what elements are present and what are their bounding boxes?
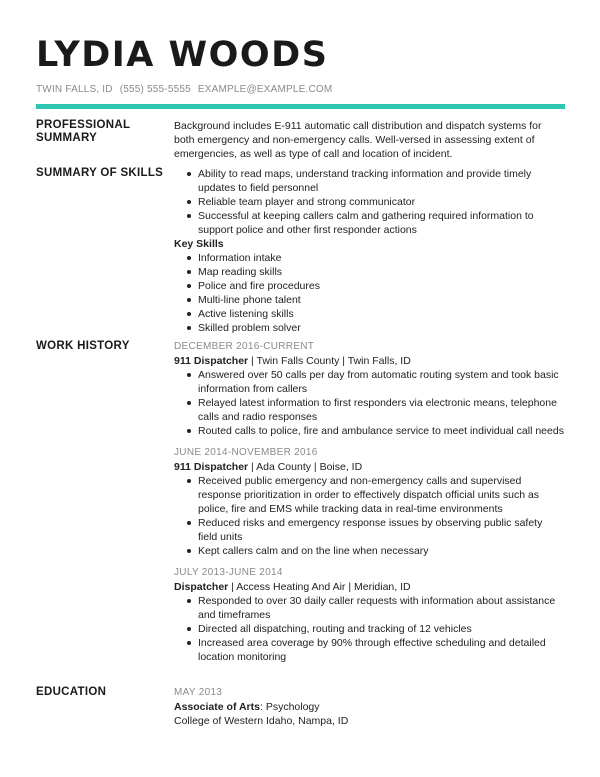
key-skill-item: Active listening skills [198,307,564,321]
job-duties [174,368,564,438]
key-skill-item: Map reading skills [198,265,564,279]
job-date: DECEMBER 2016-CURRENT [174,341,315,352]
job-employer: Access Heating And Air [236,581,346,593]
contact-phone: (555) 555-5555 [119,84,191,95]
job-location: Twin Falls, ID [347,355,411,367]
skill-bullet: Ability to read maps, understand tracking information and provide timely updates to field personnel [198,167,564,195]
job-entry [174,566,564,664]
job-duty: Received public emergency and non-emergency calls and supervised response prioritization in order to effectively dispatch official units such as police, fire and EMS while tracking data in real-time environments [198,474,564,516]
summary-text: Background includes E-911 automatic call distribution and dispatch systems for both emergency and non-emergency calls. Well-versed in assessing extent of emergencies, as well as type of call and location of incident. [174,120,542,160]
key-skill-item: Police and fire procedures [198,279,564,293]
job-duty: Increased area coverage by 90% through effective scheduling and detailed location monitoring [198,636,564,664]
job-duty: Directed all dispatching, routing and tracking of 12 vehicles [198,622,564,636]
education-degree: Associate of Arts [174,701,260,713]
education-field: Psychology [265,701,320,713]
job-entry [174,340,564,438]
job-duty: Routed calls to police, fire and ambulance service to meet individual call needs [198,425,564,437]
job-duty: Answered over 50 calls per day from automatic routing system and took basic information from callers [198,368,564,396]
education-date: MAY 2013 [174,687,223,698]
key-skill-item: Information intake [198,251,564,265]
job-duty: Relayed latest information to first responders via electronic means, telephone calls and radio responses [198,396,564,424]
job-duty: Reduced risks and emergency response issues by observing public safety field units [198,516,564,544]
education-body [174,686,564,728]
job-date: JUNE 2014-NOVEMBER 2016 [174,447,318,458]
education-degree-line: Associate of Arts: Psychology [174,701,320,713]
job-duties [174,474,564,558]
key-skill-item: Multi-line phone talent [198,293,564,307]
job-date: JULY 2013-JUNE 2014 [174,567,283,578]
section-title-education: EDUCATION [36,686,107,698]
job-duty: Kept callers calm and on the line when necessary [198,544,564,558]
job-title-line: Dispatcher | Access Heating And Air | Meridian, ID [174,581,411,593]
job-role: Dispatcher [174,581,229,593]
job-role: 911 Dispatcher [174,355,249,367]
section-title-summary: PROFESSIONAL SUMMARY [36,119,131,144]
skills-body [174,167,564,335]
job-location: Meridian, ID [353,581,411,593]
candidate-name: LYDIA WOODS [36,35,329,75]
skill-bullet: Reliable team player and strong communicator [198,195,564,209]
job-duty: Responded to over 30 daily caller requests with information about assistance and timeframes [198,594,564,622]
contact-email[interactable]: EXAMPLE@EXAMPLE.COM [197,84,333,95]
work-body [174,340,564,672]
accent-divider [36,104,565,109]
key-skill-item: Skilled problem solver [198,321,564,335]
section-title-work: WORK HISTORY [36,340,130,352]
skills-list [174,167,564,237]
job-title-line: 911 Dispatcher | Twin Falls County | Twin Falls, ID [174,355,411,367]
section-title-skills: SUMMARY OF SKILLS [36,167,164,179]
education-school: College of Western Idaho, Nampa, ID [174,715,349,727]
job-entry [174,446,564,558]
job-role: 911 Dispatcher [174,461,249,473]
skill-bullet: Successful at keeping callers calm and gathering required information to support police and other first responder actions [198,209,564,237]
contact-location: TWIN FALLS, ID [36,84,113,95]
key-skills-heading: Key Skills [174,238,224,250]
job-employer: Ada County [256,461,311,473]
job-employer: Twin Falls County [256,355,340,367]
job-location: Boise, ID [319,461,363,473]
contact-line [36,84,336,95]
summary-body [174,119,564,161]
job-duties [174,594,564,664]
key-skills-list [174,251,564,335]
job-title-line: 911 Dispatcher | Ada County | Boise, ID [174,461,363,473]
